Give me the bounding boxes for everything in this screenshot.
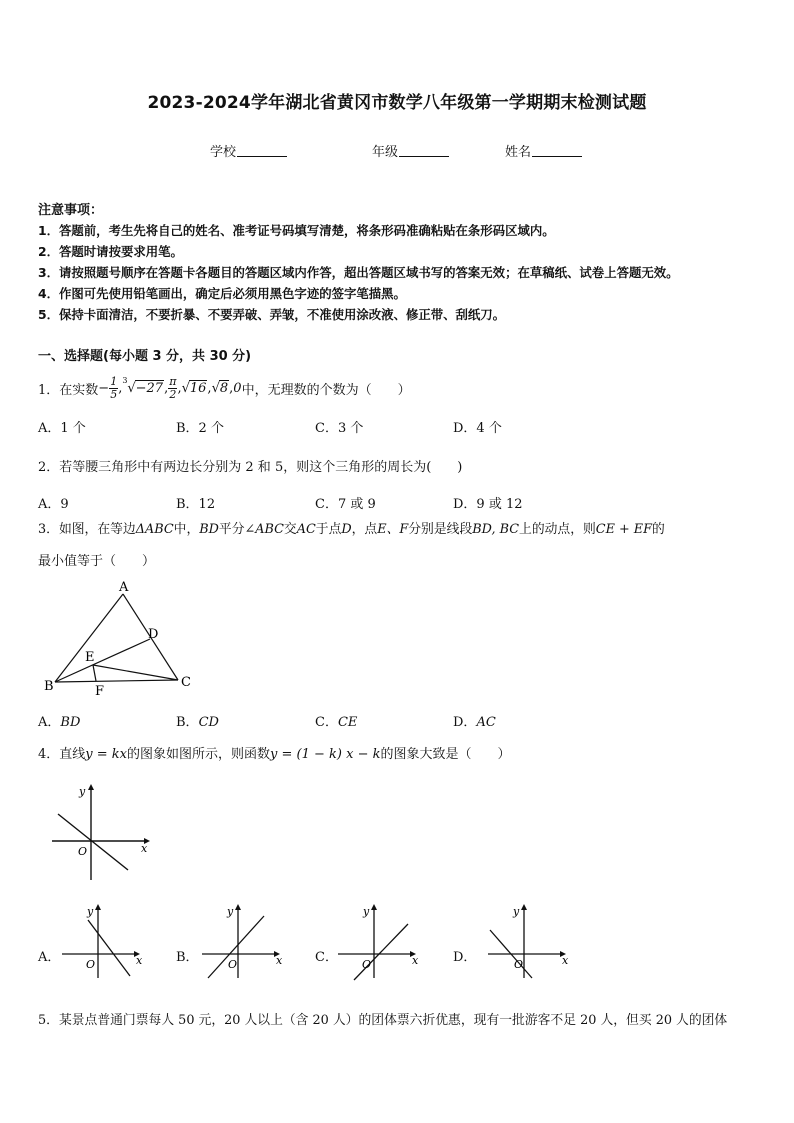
q3-option-a-value: BD — [60, 715, 81, 730]
q3-segment-bd — [55, 639, 150, 682]
q4-main-graph — [48, 782, 158, 882]
q4-a-origin: O — [86, 958, 96, 971]
name-blank[interactable] — [532, 144, 582, 157]
q3-label-c: C — [181, 675, 191, 690]
q3-side-bc — [55, 680, 178, 682]
q4-b-y-arrow — [235, 904, 241, 910]
q4-eq1: y = kx — [85, 747, 127, 762]
name-label: 姓名 — [505, 145, 532, 160]
q1-option-c[interactable]: C．3 个 — [315, 421, 364, 436]
q3-option-c-letter: C． — [315, 715, 338, 730]
q4-text-a: 4．直线 — [38, 747, 86, 762]
school-blank[interactable] — [237, 144, 287, 157]
q3-option-c-value: CE — [337, 715, 358, 730]
q4-option-d-graph[interactable] — [484, 902, 576, 982]
q4-c-y-arrow — [371, 904, 377, 910]
q3-bd: BD — [199, 522, 219, 537]
question-1 — [38, 370, 411, 406]
q4-b-x-label: x — [276, 954, 283, 967]
q1-cbrt-body: −27 — [135, 381, 164, 396]
q3-label-d: D — [148, 627, 159, 642]
q4-option-b[interactable]: B． — [176, 950, 199, 965]
name-field[interactable] — [505, 141, 582, 160]
q1-sqrt16-body: 16 — [189, 381, 207, 396]
q1-sep-4: , — [207, 380, 212, 396]
q4-c-line — [354, 924, 408, 980]
q2-option-b[interactable]: B．12 — [176, 497, 216, 512]
q3-text-f: ，点 — [351, 522, 378, 537]
q4-text-c: 的图象大致是（ ） — [380, 747, 511, 762]
q1-option-a[interactable]: A．1 个 — [38, 421, 86, 436]
q1-sqrt16: √16 — [181, 381, 207, 396]
q3-text-a: 3．如图，在等边 — [38, 522, 136, 537]
note-item-3: 3．请按照题号顺序在答题卡各题目的答题区域内作答，超出答题区域书写的答案无效；在草稿纸、试卷上答题无效。 — [38, 265, 679, 280]
q1-sep-1: , — [118, 380, 123, 396]
q1-sep-5: , — [229, 380, 234, 396]
q4-option-c-graph[interactable] — [334, 902, 426, 982]
section-heading: 一、选择题(每小题 3 分，共 30 分) — [38, 349, 252, 364]
note-item-1: 1．答题前，考生先将自己的姓名、准考证号码填写清楚，将条形码准确粘贴在条形码区域内。 — [38, 223, 555, 238]
q3-triangle-figure — [38, 576, 208, 698]
q3-label-a: A — [119, 580, 129, 595]
q1-option-b[interactable]: B．2 个 — [176, 421, 224, 436]
q3-segment-ce — [93, 665, 178, 680]
q2-option-a[interactable]: A．9 — [38, 497, 69, 512]
q1-pi-fraction — [168, 376, 177, 400]
q4-d-y-arrow — [521, 904, 527, 910]
question-2: 2．若等腰三角形中有两边长分别为 2 和 5，则这个三角形的周长为( ) — [38, 460, 463, 475]
question-4 — [38, 748, 510, 761]
q3-text-c: 平分 — [218, 522, 245, 537]
q1-fraction — [109, 376, 118, 400]
q3-ac: AC — [296, 522, 316, 537]
q2-option-c[interactable]: C．7 或 9 — [315, 497, 376, 512]
q4-b-origin: O — [228, 958, 238, 971]
q3-option-b[interactable] — [176, 711, 219, 730]
note-item-4: 4．作图可先使用铅笔画出，确定后必须用黑色字迹的签字笔描黑。 — [38, 286, 406, 301]
grade-label: 年级 — [372, 145, 399, 160]
q1-pi-den: 2 — [169, 387, 177, 401]
q3-text-i: 的 — [652, 522, 665, 537]
q3-text-e: 于点 — [315, 522, 342, 537]
q3-label-f: F — [95, 684, 105, 698]
school-label: 学校 — [210, 145, 237, 160]
q3-label-b: B — [44, 679, 54, 694]
q4-option-a[interactable]: A． — [38, 950, 61, 965]
q3-bdbc: BD, BC — [472, 522, 520, 537]
q4-eq2: y = (1 − k) x − k — [270, 747, 381, 762]
note-item-2: 2．答题时请按要求用笔。 — [38, 244, 183, 259]
q3-text-b: 中， — [173, 522, 200, 537]
q1-frac-num: 1 — [110, 374, 118, 388]
q1-option-d[interactable]: D．4 个 — [453, 421, 502, 436]
q3-label-e: E — [85, 650, 95, 665]
q1-sep-3: , — [177, 380, 182, 396]
q4-d-origin: O — [514, 958, 524, 971]
q3-angle: ∠ABC — [244, 522, 284, 537]
q1-suffix: 中，无理数的个数为（ ） — [241, 382, 411, 398]
q3-expr: CE + EF — [595, 522, 653, 537]
q3-d: D — [341, 522, 352, 537]
q4-c-x-label: x — [412, 954, 419, 967]
notes-heading: 注意事项： — [38, 203, 104, 218]
q3-option-d-value: AC — [476, 715, 496, 730]
school-field[interactable] — [210, 141, 287, 160]
q4-a-x-label: x — [136, 954, 143, 967]
q4-main-line — [58, 814, 128, 870]
q3-text-g: 分别是线段 — [408, 522, 473, 537]
q4-c-y-label: y — [363, 905, 370, 918]
q4-main-x-label: x — [141, 842, 148, 855]
q4-c-origin: O — [362, 958, 372, 971]
q3-segment-ef — [93, 665, 96, 681]
q4-b-y-label: y — [227, 905, 234, 918]
q1-frac-den: 5 — [110, 387, 118, 401]
q4-main-y-label: y — [79, 785, 86, 798]
note-item-5: 5．保持卡面清洁，不要折暴、不要弄破、弄皱，不准使用涂改液、修正带、刮纸刀。 — [38, 307, 506, 322]
q3-option-d[interactable] — [453, 711, 496, 730]
q4-d-y-label: y — [513, 905, 520, 918]
q4-option-a-graph[interactable] — [58, 902, 150, 982]
q3-option-b-value: CD — [198, 715, 219, 730]
page-title: 2023-2024学年湖北省黄冈市数学八年级第一学期期末检测试题 — [147, 93, 647, 113]
q1-sep-2: , — [164, 380, 169, 396]
q1-cbrt-index: 3 — [122, 376, 128, 385]
q3-option-b-letter: B． — [176, 715, 199, 730]
q4-main-origin: O — [78, 845, 88, 858]
q1-zero: 0 — [233, 380, 242, 396]
q3-option-d-letter: D． — [453, 715, 477, 730]
question-3-line-2: 最小值等于（ ） — [38, 554, 156, 569]
q4-text-b: 的图象如图所示，则函数 — [127, 747, 271, 762]
grade-blank[interactable] — [399, 144, 449, 157]
q3-option-a[interactable] — [38, 711, 80, 730]
q3-text-h: 上的动点，则 — [519, 522, 596, 537]
q1-cube-root: 3 √−27 — [122, 376, 164, 396]
q1-minus: − — [98, 380, 110, 396]
q4-d-x-label: x — [562, 954, 569, 967]
q1-sqrt8: √8 — [211, 381, 229, 396]
grade-field[interactable] — [372, 141, 449, 160]
q2-option-d[interactable]: D．9 或 12 — [453, 497, 523, 512]
q3-option-a-letter: A． — [38, 715, 61, 730]
q3-text-d: 交 — [283, 522, 297, 537]
question-3-line-1 — [38, 524, 665, 537]
q4-main-y-arrow — [88, 784, 94, 790]
q3-ef: E、F — [377, 522, 409, 537]
q4-option-b-graph[interactable] — [198, 902, 290, 982]
q3-option-c[interactable] — [315, 711, 357, 730]
q4-option-c[interactable]: C． — [315, 950, 338, 965]
q4-a-y-arrow — [95, 904, 101, 910]
q1-pi-num: π — [169, 374, 177, 388]
q1-sqrt8-body: 8 — [219, 381, 229, 396]
q4-a-y-label: y — [87, 905, 94, 918]
q1-prefix: 1．在实数 — [38, 382, 99, 398]
q4-option-d[interactable]: D． — [453, 950, 477, 965]
question-5: 5．某景点普通门票每人 50 元，20 人以上（含 20 人）的团体票六折优惠，现有一批游客不足 20 人，但买 20 人的团体 — [38, 1013, 728, 1028]
q3-triangle: ΔABC — [135, 522, 174, 537]
